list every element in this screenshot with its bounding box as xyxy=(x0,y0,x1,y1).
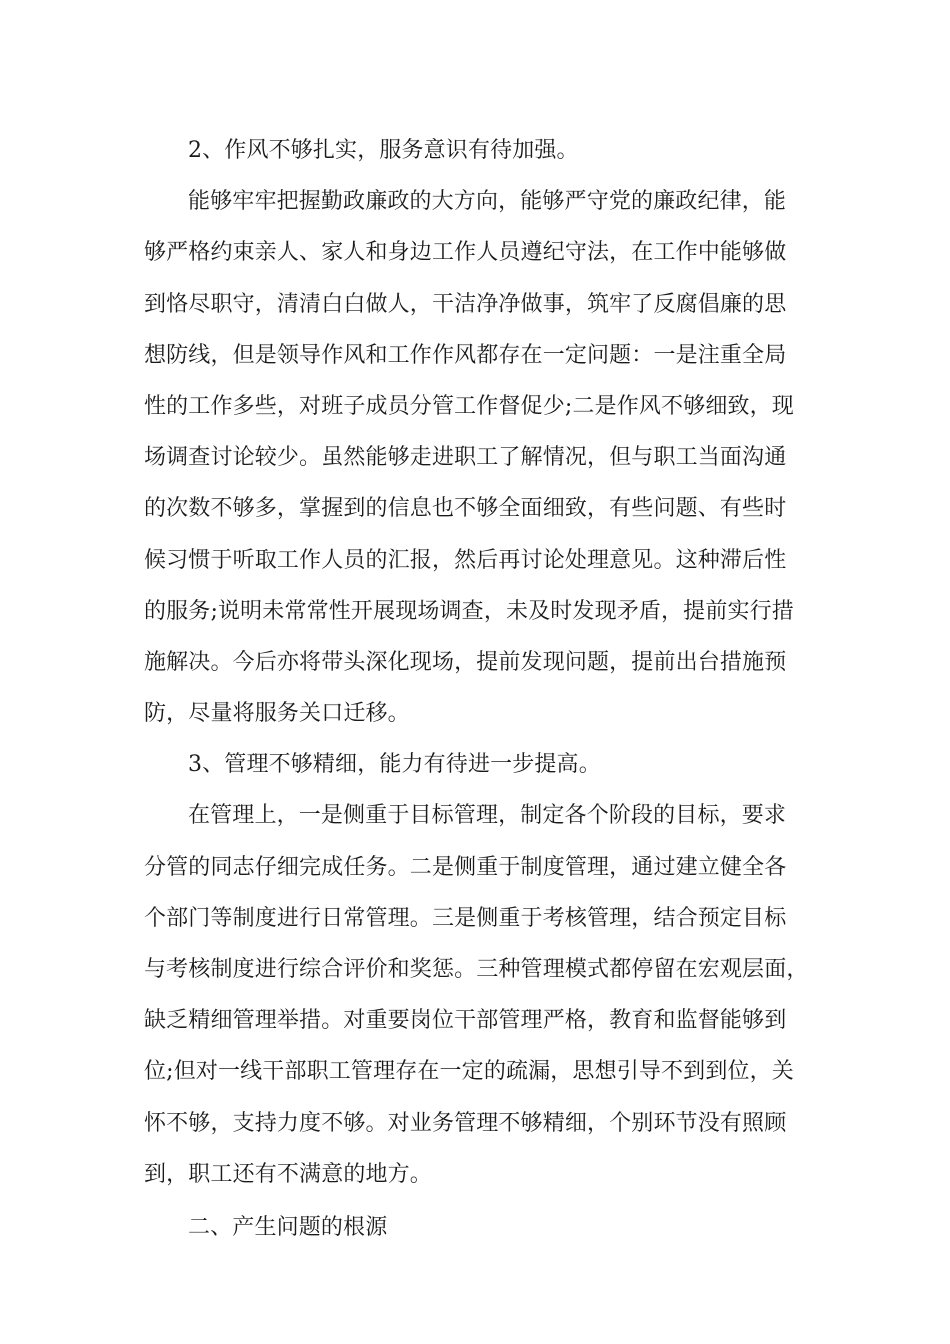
chapter-heading: 二、产生问题的根源 xyxy=(188,1214,388,1240)
paragraph-line: 怀不够，支持力度不够。对业务管理不够精细，个别环节没有照顾 xyxy=(144,1110,787,1136)
paragraph-line: 场调查讨论较少。虽然能够走进职工了解情况，但与职工当面沟通 xyxy=(144,445,787,471)
paragraph-line: 候习惯于听取工作人员的汇报，然后再讨论处理意见。这种滞后性 xyxy=(144,547,787,573)
paragraph-line: 与考核制度进行综合评价和奖惩。三种管理模式都停留在宏观层面， xyxy=(144,957,809,982)
paragraph-line: 性的工作多些，对班子成员分管工作督促少;二是作风不够细致，现 xyxy=(144,393,794,419)
document-body xyxy=(144,125,830,1253)
paragraph-line: 分管的同志仔细完成任务。二是侧重于制度管理，通过建立健全各 xyxy=(144,854,787,880)
paragraph-line: 防，尽量将服务关口迁移。 xyxy=(144,701,410,727)
section-heading-3: 3、管理不够精细，能力有待进一步提高。 xyxy=(188,752,601,778)
paragraph-line: 在管理上，一是侧重于目标管理，制定各个阶段的目标，要求 xyxy=(188,803,787,829)
section-heading-2: 2、作风不够扎实，服务意识有待加强。 xyxy=(188,138,579,163)
paragraph-line: 位;但对一线干部职工管理存在一定的疏漏，思想引导不到到位，关 xyxy=(144,1059,794,1085)
paragraph-line: 的服务;说明未常常性开展现场调查，未及时发现矛盾，提前实行措 xyxy=(144,598,794,624)
paragraph-line: 到恪尽职守，清清白白做人，干洁净净做事，筑牢了反腐倡廉的思 xyxy=(144,291,787,317)
paragraph-line: 到，职工还有不满意的地方。 xyxy=(144,1161,432,1187)
paragraph-line: 想防线，但是领导作风和工作作风都存在一定问题：一是注重全局 xyxy=(144,342,787,368)
paragraph-line: 个部门等制度进行日常管理。三是侧重于考核管理，结合预定目标 xyxy=(144,905,787,931)
paragraph-line: 能够牢牢把握勤政廉政的大方向，能够严守党的廉政纪律，能 xyxy=(188,189,787,215)
paragraph-line: 缺乏精细管理举措。对重要岗位干部管理严格，教育和监督能够到 xyxy=(144,1008,787,1034)
paragraph-line: 够严格约束亲人、家人和身边工作人员遵纪守法，在工作中能够做 xyxy=(144,240,787,266)
paragraph-line: 的次数不够多，掌握到的信息也不够全面细致，有些问题、有些时 xyxy=(144,496,787,522)
paragraph-line: 施解决。今后亦将带头深化现场，提前发现问题，提前出台措施预 xyxy=(144,649,787,675)
